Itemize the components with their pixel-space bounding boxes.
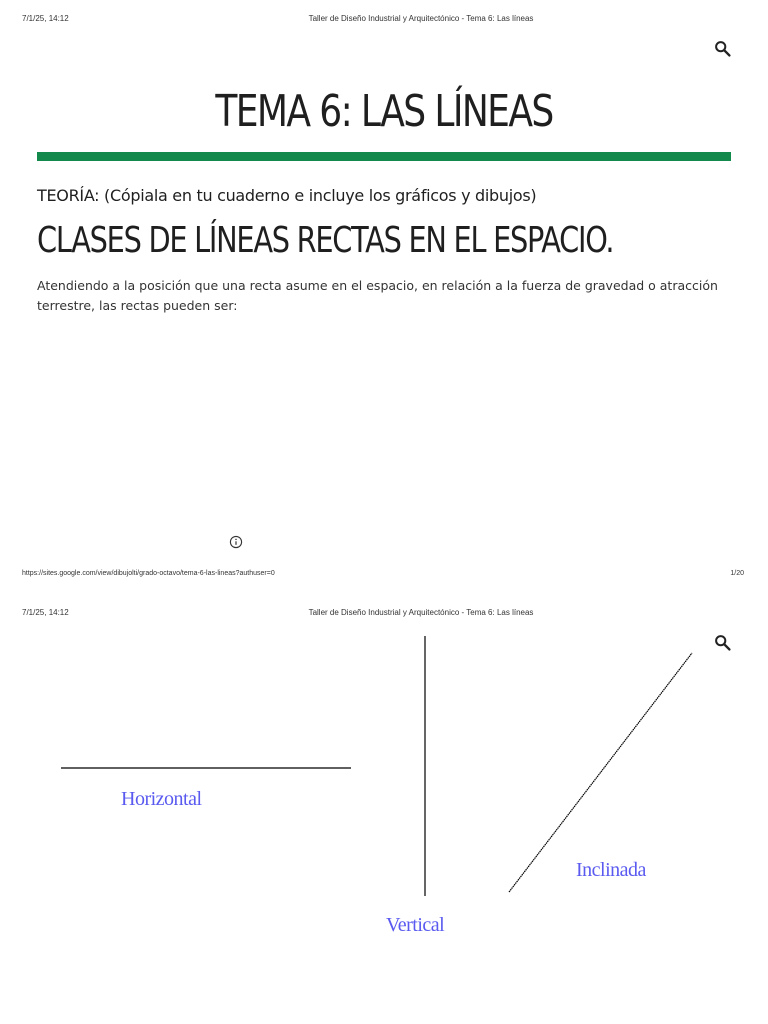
print-doc-title: Taller de Diseño Industrial y Arquitectónico - Tema 6: Las líneas	[308, 14, 534, 23]
vertical-label: Vertical	[386, 914, 445, 936]
search-button[interactable]	[712, 38, 734, 60]
print-date: 7/1/25, 14:12	[22, 14, 69, 23]
section-heading: CLASES DE LÍNEAS RECTAS EN EL ESPACIO.	[37, 220, 614, 261]
theory-note: TEORÍA: (Cópiala en tu cuaderno e incluye los gráficos y dibujos)	[37, 186, 537, 205]
print-date: 7/1/25, 14:12	[22, 608, 69, 617]
intro-paragraph: Atendiendo a la posición que una recta asume en el espacio, en relación a la fuerza de gravedad o atracción terrestre, las rectas pueden ser:	[37, 278, 718, 313]
line-types-figure	[0, 620, 768, 950]
horizontal-label: Horizontal	[121, 788, 202, 810]
print-doc-title: Taller de Diseño Industrial y Arquitectónico - Tema 6: Las líneas	[308, 608, 534, 617]
print-header	[0, 14, 768, 28]
print-page-number: 1/20	[730, 570, 744, 577]
search-icon	[712, 38, 734, 60]
title-underline	[37, 152, 731, 161]
page-title: TEMA 6: LAS LÍNEAS	[215, 86, 553, 137]
info-icon	[229, 535, 243, 549]
print-footer	[0, 570, 768, 584]
line-types-drawing	[0, 620, 768, 950]
print-url: https://sites.google.com/view/dibujolti/grado-octavo/tema-6-las-lineas?authuser=0	[22, 570, 275, 577]
info-button[interactable]	[229, 534, 243, 548]
inclined-line	[509, 653, 692, 892]
inclined-label: Inclinada	[576, 859, 646, 881]
